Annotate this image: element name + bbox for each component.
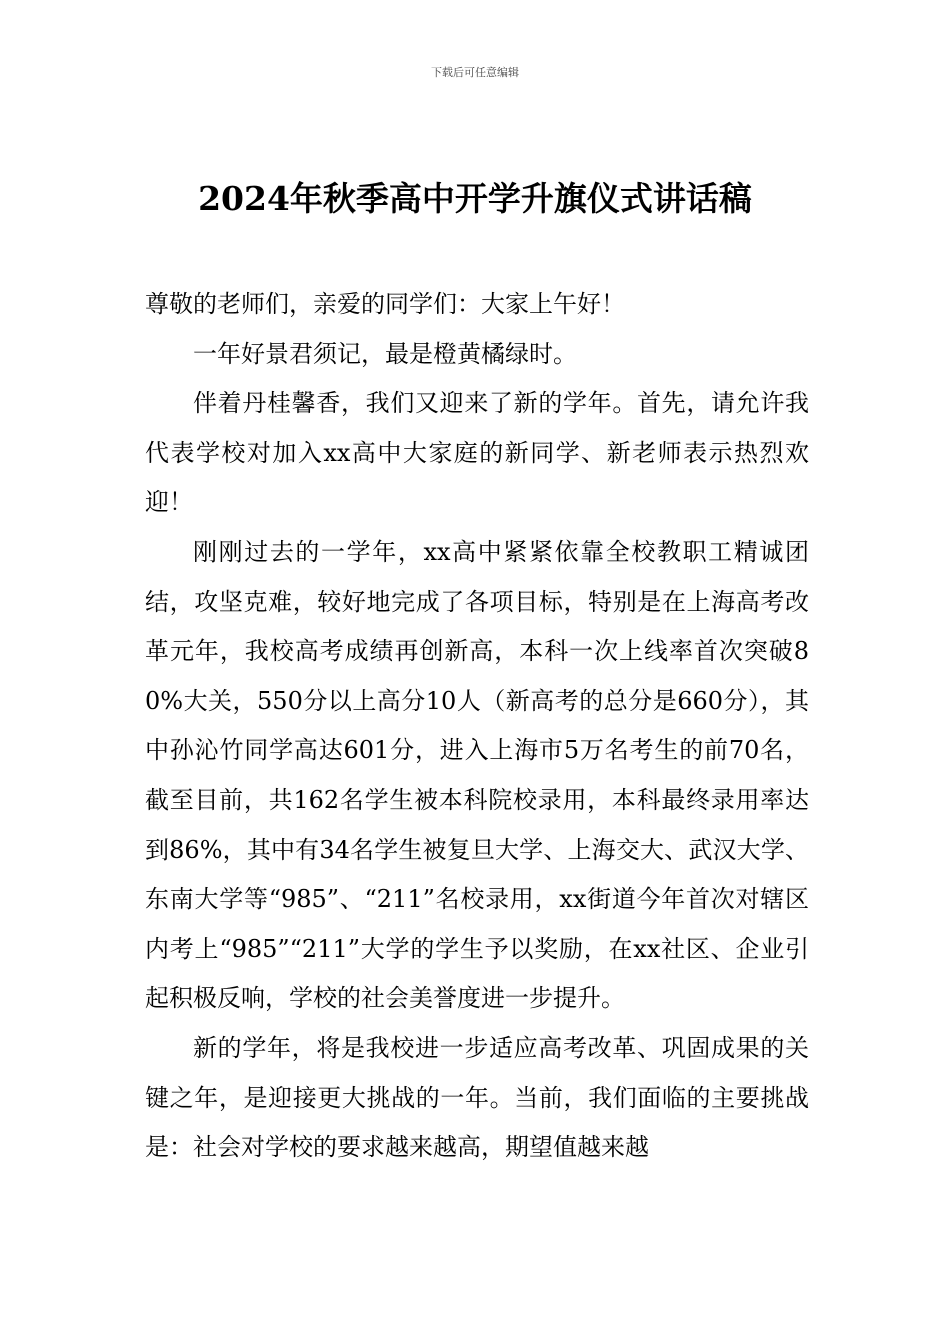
greeting-paragraph: 尊敬的老师们，亲爱的同学们：大家上午好！ (145, 290, 625, 318)
body-paragraph: 新的学年，将是我校进一步适应高考改革、巩固成果的关键之年，是迎接更大挑战的一年。当前，我们面临的主要挑战是：社会对学校的要求越来越高，期望值越来越 (145, 1033, 809, 1162)
body-paragraph: 一年好景君须记，最是橙黄橘绿时。 (193, 339, 577, 368)
body-paragraph: 伴着丹桂馨香，我们又迎来了新的学年。首先，请允许我代表学校对加入xx高中大家庭的新同学、新老师表示热烈欢迎！ (145, 389, 809, 517)
document-title: 2024年秋季高中开学升旗仪式讲话稿 (198, 179, 752, 218)
body-paragraph: 刚刚过去的一学年，xx高中紧紧依靠全校教职工精诚团结，攻坚克难，较好地完成了各项目标，特别是在上海高考改革元年，我校高考成绩再创新高，本科一次上线率首次突破80%大关，550分以上高分10人（新高考的总分是660分），其中孙沁竹同学高达601分，进入上海市5万名考生的前70名，截至目前，共162名学生被本科院校录用，本科最终录用率达到86%，其中有34名学生被复旦大学、上海交大、武汉大学、东南大学等“985”、“211”名校录用，xx街道今年首次对辖区内考上“985”“211”大学的学生予以奖励，在xx社区、企业引起积极反响，学校的社会美誉度进一步提升。 (145, 537, 809, 1013)
header-note: 下载后可任意编辑 (431, 66, 519, 79)
document-body (145, 280, 809, 1173)
